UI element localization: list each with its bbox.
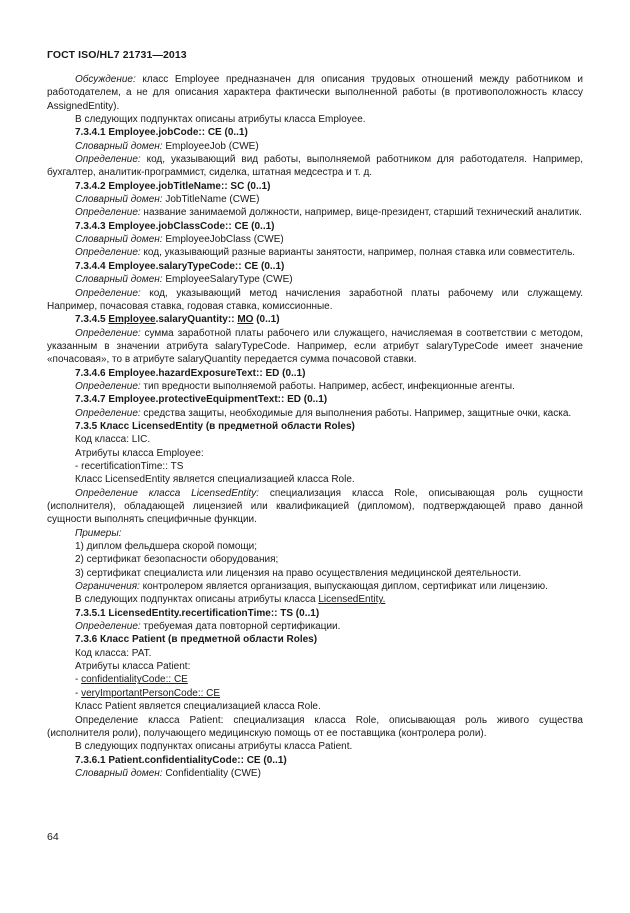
definition-line <box>47 206 583 219</box>
class-definition-label: Определение класса LicensedEntity: <box>75 487 259 499</box>
example-item: 1) диплом фельдшера скорой помощи; <box>75 541 258 553</box>
attribute-name: veryImportantPersonCode:: CE <box>81 687 221 699</box>
section-heading-7346: 7.3.4.6 Employee.hazardExposureText:: ED (0..1) <box>75 367 306 379</box>
limitations-line <box>47 580 583 593</box>
attribute-item: - veryImportantPersonCode:: CE <box>75 687 221 699</box>
domain-line <box>47 233 583 246</box>
class-definition <box>47 487 583 527</box>
example-item: 3) сертификат специалиста или лицензия на право осуществления медицинской деятельности. <box>75 567 522 579</box>
domain-label: Словарный домен: <box>75 234 163 246</box>
definition-text: средства защиты, необходимые для выполнения работы. Например, защитные очки, каска. <box>140 407 572 419</box>
paragraph-part: В следующих подпунктах описаны атрибуты класса <box>75 594 319 606</box>
paragraph: Класс Patient является специализацией класса Role. <box>75 701 321 713</box>
domain-value: JobTitleName (CWE) <box>162 194 260 206</box>
definition-line <box>47 246 583 259</box>
heading-part: (0..1) <box>253 314 280 326</box>
definition-line <box>47 407 583 420</box>
heading-part-underlined: Employee <box>108 314 156 326</box>
definition-text: код, указывающий разные варианты занятости, например, полная ставка или совместитель. <box>140 247 576 259</box>
limitations-label: Ограничения: <box>75 581 140 593</box>
paragraph-part-underlined: LicensedEntity. <box>318 594 386 606</box>
definition-label: Определение: <box>75 327 141 339</box>
section-heading-7342: 7.3.4.2 Employee.jobTitleName:: SC (0..1) <box>75 180 271 192</box>
document-body <box>47 73 583 780</box>
attribute-item: - recertificationTime:: TS <box>75 460 184 472</box>
example-item: 2) сертификат безопасности оборудования; <box>75 554 279 566</box>
attribute-name: confidentialityCode:: CE <box>81 674 188 686</box>
definition-text: код, указывающий вид работы, выполняемой работником для работодателя. Например, бухгалтер, аналитик-программист, сиделка, штатная медсестра и т. д. <box>47 154 583 179</box>
definition-line <box>47 287 583 314</box>
definition-label: Определение: <box>75 247 141 259</box>
domain-label: Словарный домен: <box>75 194 163 206</box>
attributes-label: Атрибуты класса Employee: <box>75 447 204 459</box>
paragraph: В следующих подпунктах описаны атрибуты класса Employee. <box>75 114 366 126</box>
domain-value: EmployeeJob (CWE) <box>162 140 259 152</box>
definition-text: требуемая дата повторной сертификации. <box>140 621 341 633</box>
examples-label: Примеры: <box>75 527 122 539</box>
domain-value: EmployeeSalaryType (CWE) <box>162 274 293 286</box>
definition-text: название занимаемой должности, например, вице-президент, старший технический аналитик. <box>140 207 582 219</box>
domain-line <box>47 273 583 286</box>
definition-label: Определение: <box>75 621 141 633</box>
definition-line <box>47 327 583 367</box>
domain-label: Словарный домен: <box>75 767 163 779</box>
discussion-text: класс Employee предназначен для описания трудовых отношений между работником и работодателем, а не для описания характера фактически выполненной работы (в противоположность классу AssignedEntity). <box>47 74 583 112</box>
heading-part: .salaryQuantity:: <box>155 314 238 326</box>
definition-label: Определение: <box>75 407 141 419</box>
discussion-label: Обсуждение: <box>75 74 136 85</box>
limitations-text: контролером является организация, выпускающая диплом, сертификат или лицензию. <box>139 581 548 593</box>
domain-label: Словарный домен: <box>75 140 163 152</box>
domain-label: Словарный домен: <box>75 274 163 286</box>
section-heading-7345 <box>47 313 583 326</box>
class-definition: Определение класса Patient: специализация класса Role, описывающая роль живого существа (исполнителя роли), получающего медицинскую помощь от ее поставщика (контролера роли). <box>47 714 583 739</box>
section-heading-7343: 7.3.4.3 Employee.jobClassCode:: CE (0..1) <box>75 220 275 232</box>
paragraph: Класс LicensedEntity является специализацией класса Role. <box>75 474 355 486</box>
section-heading-7351: 7.3.5.1 LicensedEntity.recertificationTime:: TS (0..1) <box>75 607 320 619</box>
paragraph <box>47 593 583 606</box>
domain-line <box>47 193 583 206</box>
class-definition-text: специализация класса Role, описывающая роль сущности (исполнителя), обладающей лицензией или квалификацией (дипломом), подтверждающей право данной сущности выполнять специфичные функции. <box>47 487 584 526</box>
attribute-item: - confidentialityCode:: CE <box>75 674 188 686</box>
class-code: Код класса: PAT. <box>75 647 152 659</box>
domain-line <box>47 140 583 153</box>
definition-line <box>47 153 583 180</box>
definition-line <box>47 380 583 393</box>
section-heading-736: 7.3.6 Класс Patient (в предметной области Roles) <box>75 634 318 646</box>
section-heading-7341: 7.3.4.1 Employee.jobCode:: CE (0..1) <box>75 127 248 139</box>
heading-part: 7.3.4.5 <box>75 314 109 326</box>
definition-text: сумма заработной платы рабочего или служащего, начисляемая в соответствии с методом, указанным в значении атрибута salaryTypeCode. Например, если атрибут salaryTypeCode имеет значение «почасовая», то в атрибуте salaryQuantity передается сумма почасовой ставки. <box>47 327 583 366</box>
domain-line <box>47 767 583 780</box>
paragraph-discussion <box>47 73 583 113</box>
definition-label: Определение: <box>75 287 141 299</box>
page-number: 64 <box>47 831 59 843</box>
section-heading-7361: 7.3.6.1 Patient.confidentialityCode:: CE (0..1) <box>75 754 287 766</box>
definition-label: Определение: <box>75 207 141 219</box>
definition-label: Определение: <box>75 154 141 166</box>
attributes-label: Атрибуты класса Patient: <box>75 661 191 673</box>
domain-value: EmployeeJobClass (CWE) <box>162 234 284 246</box>
class-code: Код класса: LIC. <box>75 434 151 446</box>
definition-line <box>47 620 583 633</box>
paragraph: В следующих подпунктах описаны атрибуты класса Patient. <box>75 741 353 753</box>
section-heading-7344: 7.3.4.4 Employee.salaryTypeCode:: CE (0..1) <box>75 260 285 272</box>
domain-value: Confidentiality (CWE) <box>162 767 261 779</box>
heading-part-underlined: MO <box>237 314 254 326</box>
definition-label: Определение: <box>75 380 141 392</box>
section-heading-735: 7.3.5 Класс LicensedEntity (в предметной области Roles) <box>75 420 355 432</box>
definition-text: тип вредности выполняемой работы. Например, асбест, инфекционные агенты. <box>140 380 515 392</box>
definition-text: код, указывающий метод начисления заработной платы рабочему или служащему. Например, почасовая ставка, годовая ставка, комиссионные. <box>47 287 583 312</box>
document-header: ГОСТ ISO/HL7 21731—2013 <box>47 49 187 61</box>
section-heading-7347: 7.3.4.7 Employee.protectiveEquipmentText:: ED (0..1) <box>75 394 328 406</box>
